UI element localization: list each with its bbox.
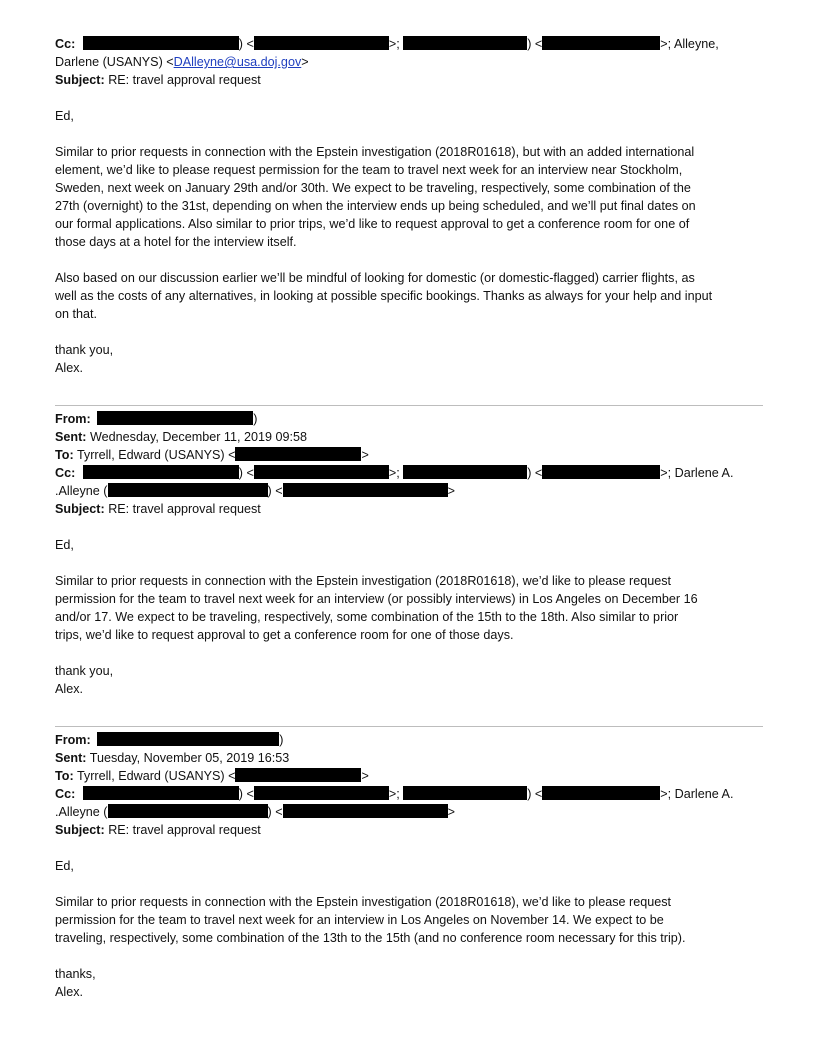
body-line: Similar to prior requests in connection with the Epstein investigation (2018R01618), but with an added international — [55, 145, 695, 159]
signature: Alex. — [55, 682, 83, 696]
from-line — [55, 410, 763, 428]
punctuation: ) < — [527, 787, 543, 801]
greeting: Ed, — [55, 538, 74, 552]
signature: Alex. — [55, 985, 83, 999]
subject-label: Subject: — [55, 823, 105, 837]
redaction-block — [542, 465, 660, 479]
to-recipient: Tyrrell, Edward (USANYS) < — [76, 769, 236, 783]
punctuation: ) < — [267, 805, 283, 819]
redaction-block — [283, 804, 448, 818]
body-line: our formal applications. Also similar to prior trips, we’d like to request approval to get a conference room for one of — [55, 217, 690, 231]
body-line: 27th (overnight) to the 31st, depending on when the interview ends up being scheduled, and we’ll put final dates on — [55, 199, 696, 213]
to-label: To: — [55, 769, 74, 783]
sent-label: Sent: — [55, 751, 87, 765]
cc-line-continued — [55, 803, 763, 821]
cc-label: Cc: — [55, 37, 76, 51]
punctuation: ) < — [238, 466, 254, 480]
punctuation: > — [301, 55, 309, 69]
punctuation: >; — [388, 466, 400, 480]
greeting: Ed, — [55, 859, 74, 873]
subject-label: Subject: — [55, 73, 105, 87]
body-line: permission for the team to travel next week for an interview in Los Angeles on November 14. We expect to be — [55, 913, 664, 927]
cc-label: Cc: — [55, 466, 76, 480]
from-line — [55, 731, 763, 749]
punctuation: ) < — [267, 484, 283, 498]
subject-text: RE: travel approval request — [108, 502, 261, 516]
subject-label: Subject: — [55, 502, 105, 516]
subject-line — [55, 821, 763, 839]
to-label: To: — [55, 448, 74, 462]
cc-line — [55, 35, 763, 53]
punctuation: ) < — [527, 37, 543, 51]
redaction-block — [83, 465, 239, 479]
cc-label: Cc: — [55, 787, 76, 801]
punctuation: ) < — [527, 466, 543, 480]
redaction-block — [97, 411, 253, 425]
subject-line — [55, 500, 763, 518]
cc-recipient-text: .Alleyne ( — [55, 484, 108, 498]
body-paragraph — [55, 572, 763, 644]
body-line: traveling, respectively, some combination of the 13th to the 15th (and no conference room necessary for this trip). — [55, 931, 686, 945]
to-line — [55, 767, 763, 785]
redaction-block — [235, 447, 361, 461]
punctuation: ) — [253, 412, 258, 426]
body-paragraph — [55, 269, 763, 323]
subject-line — [55, 71, 763, 89]
sent-line — [55, 428, 763, 446]
email-link[interactable]: DAlleyne@usa.doj.gov — [173, 55, 302, 69]
cc-line-continued — [55, 482, 763, 500]
redaction-block — [83, 36, 239, 50]
body-line: and/or 17. We expect to be traveling, respectively, some combination of the 15th to the 18th. Also similar to prior — [55, 610, 679, 624]
punctuation: > — [361, 448, 369, 462]
signoff: thank you, — [55, 664, 114, 678]
cc-recipient-text: .Alleyne ( — [55, 805, 108, 819]
signature: Alex. — [55, 361, 83, 375]
subject-text: RE: travel approval request — [108, 73, 261, 87]
redaction-block — [83, 786, 239, 800]
body-line: Similar to prior requests in connection with the Epstein investigation (2018R01618), we’d like to please request — [55, 895, 672, 909]
cc-recipient-text: >; Darlene A. — [660, 787, 734, 801]
email-document — [55, 35, 763, 1001]
cc-line-continued — [55, 53, 763, 71]
cc-line — [55, 464, 763, 482]
signoff: thank you, — [55, 343, 114, 357]
punctuation: ) < — [238, 787, 254, 801]
sent-date: Tuesday, November 05, 2019 16:53 — [89, 751, 290, 765]
redaction-block — [283, 483, 448, 497]
to-line — [55, 446, 763, 464]
cc-recipient-text: Darlene (USANYS) < — [55, 55, 174, 69]
body-line: Sweden, next week on January 29th and/or 30th. We expect to be traveling, respectively, some combination of the — [55, 181, 691, 195]
from-label: From: — [55, 733, 91, 747]
body-paragraph — [55, 893, 763, 947]
redaction-block — [108, 483, 268, 497]
redaction-block — [542, 36, 660, 50]
cc-recipient-text: >; Darlene A. — [660, 466, 734, 480]
redaction-block — [403, 786, 527, 800]
redaction-block — [235, 768, 361, 782]
body-line: on that. — [55, 307, 98, 321]
to-recipient: Tyrrell, Edward (USANYS) < — [76, 448, 236, 462]
punctuation: >; — [388, 37, 400, 51]
punctuation: >; — [388, 787, 400, 801]
sent-date: Wednesday, December 11, 2019 09:58 — [89, 430, 308, 444]
signoff: thanks, — [55, 967, 96, 981]
body-line: permission for the team to travel next week for an interview (or possibly interviews) in Los Angeles on December 16 — [55, 592, 698, 606]
body-paragraph — [55, 143, 763, 251]
body-line: well as the costs of any alternatives, in looking at possible specific bookings. Thanks as always for your help and input — [55, 289, 713, 303]
redaction-block — [254, 465, 389, 479]
greeting: Ed, — [55, 109, 74, 123]
sent-line — [55, 749, 763, 767]
body-line: Also based on our discussion earlier we’ll be mindful of looking for domestic (or domestic-flagged) carrier flights, as — [55, 271, 695, 285]
redaction-block — [542, 786, 660, 800]
from-label: From: — [55, 412, 91, 426]
redaction-block — [254, 36, 389, 50]
punctuation: > — [447, 484, 455, 498]
punctuation: > — [361, 769, 369, 783]
body-line: element, we’d like to please request permission for the team to travel next week for an interview near Stockholm, — [55, 163, 683, 177]
redaction-block — [403, 36, 527, 50]
sent-label: Sent: — [55, 430, 87, 444]
body-line: those days at a hotel for the interview itself. — [55, 235, 297, 249]
body-line: trips, we’d like to request approval to get a conference room for one of those days. — [55, 628, 514, 642]
cc-line — [55, 785, 763, 803]
redaction-block — [108, 804, 268, 818]
redaction-block — [403, 465, 527, 479]
redaction-block — [254, 786, 389, 800]
cc-recipient-text: >; Alleyne, — [660, 37, 719, 51]
subject-text: RE: travel approval request — [108, 823, 261, 837]
punctuation: ) < — [238, 37, 254, 51]
redaction-block — [97, 732, 279, 746]
punctuation: ) — [279, 733, 284, 747]
punctuation: > — [447, 805, 455, 819]
body-line: Similar to prior requests in connection with the Epstein investigation (2018R01618), we’d like to please request — [55, 574, 672, 588]
